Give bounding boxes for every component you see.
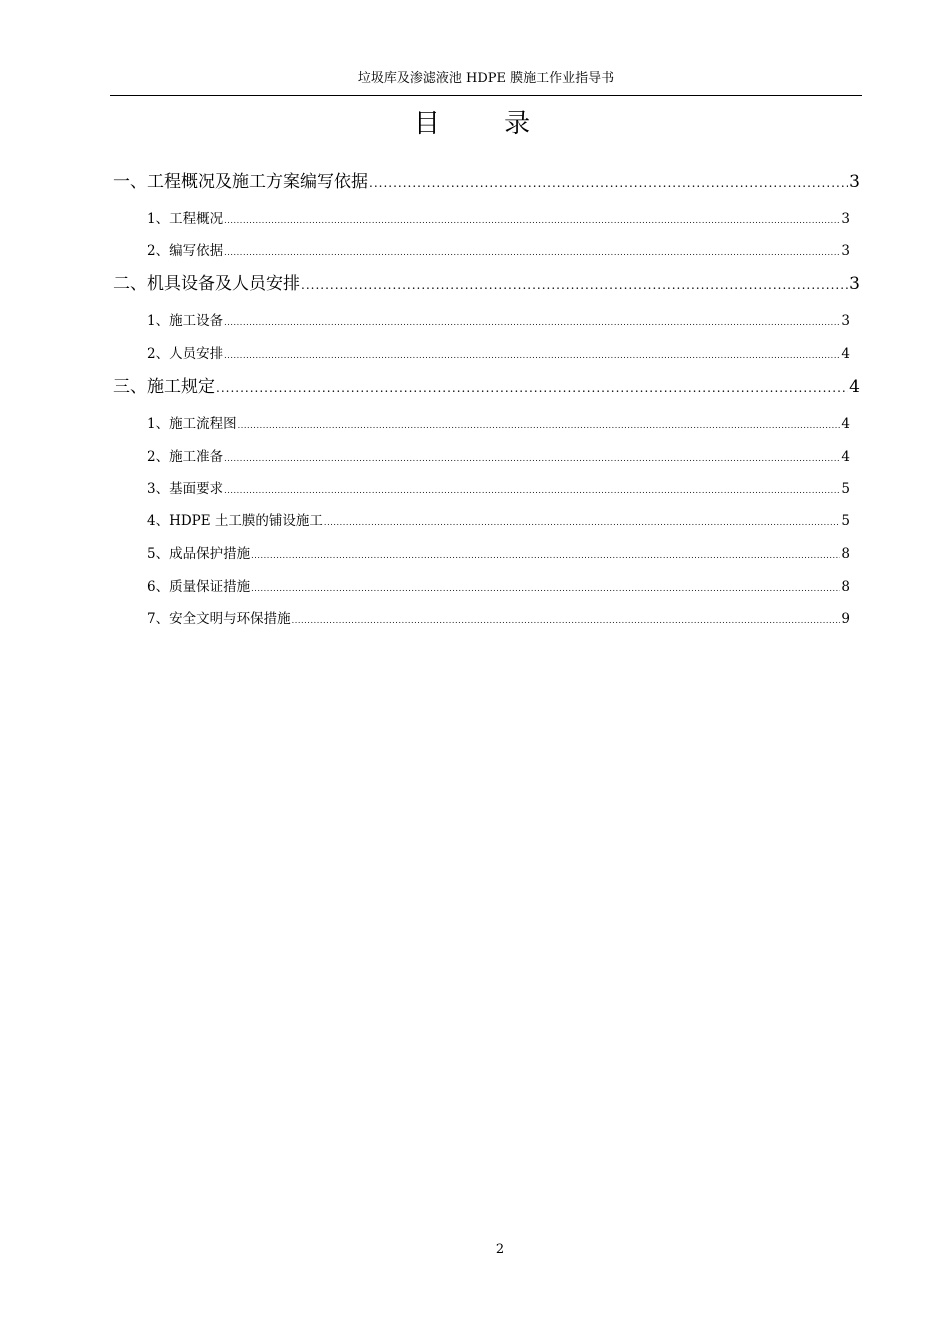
toc-leader xyxy=(369,171,848,195)
toc-entry-text: 2、施工准备 xyxy=(147,449,224,465)
header-rule xyxy=(110,95,862,96)
toc-leader xyxy=(224,211,840,231)
toc-entry-page: 4 xyxy=(849,377,860,397)
toc-entry[interactable] xyxy=(147,511,850,531)
toc-entry-text: 1、施工流程图 xyxy=(147,416,237,432)
running-header: 垃圾库及渗滤液池 HDPE 膜施工作业指导书 xyxy=(357,71,615,86)
toc-leader xyxy=(224,313,840,333)
toc-entry-text: 2、人员安排 xyxy=(147,346,224,362)
toc-entry-page: 8 xyxy=(841,546,850,562)
toc-leader xyxy=(251,579,840,599)
toc-entry-text: 1、施工设备 xyxy=(147,313,224,329)
toc-entry-page: 3 xyxy=(849,172,860,192)
toc-entry[interactable] xyxy=(147,577,850,597)
toc-leader xyxy=(224,243,840,263)
toc-leader xyxy=(224,449,840,469)
toc-entry[interactable] xyxy=(147,241,850,261)
toc-entry-page: 3 xyxy=(841,211,850,227)
toc-leader xyxy=(324,513,840,533)
toc-entry[interactable] xyxy=(147,479,850,499)
toc-leader xyxy=(224,346,840,366)
toc-entry-page: 8 xyxy=(841,579,850,595)
page-number: 2 xyxy=(495,1242,505,1257)
toc-entry-text: 6、质量保证措施 xyxy=(147,579,251,595)
toc-entry-text: 二、机具设备及人员安排 xyxy=(113,274,300,294)
toc-entry-page: 5 xyxy=(841,481,850,497)
toc-entry-page: 3 xyxy=(841,243,850,259)
toc-entry-text: 三、施工规定 xyxy=(113,377,215,397)
toc-entry[interactable] xyxy=(147,447,850,467)
toc-entry-page: 4 xyxy=(841,449,850,465)
toc-entry-text: 1、工程概况 xyxy=(147,211,224,227)
toc-entry[interactable] xyxy=(147,209,850,229)
toc-entry[interactable] xyxy=(147,609,850,629)
toc-entry[interactable] xyxy=(113,375,860,399)
toc-title: 目 录 xyxy=(413,109,559,139)
toc-entry-page: 3 xyxy=(841,313,850,329)
toc-leader xyxy=(292,611,841,631)
toc-entry-page: 4 xyxy=(841,416,850,432)
toc-entry-page: 3 xyxy=(849,274,860,294)
toc-entry-text: 5、成品保护措施 xyxy=(147,546,251,562)
toc-entry[interactable] xyxy=(147,344,850,364)
toc-entry[interactable] xyxy=(147,311,850,331)
toc-leader xyxy=(251,546,840,566)
toc-leader xyxy=(238,416,841,436)
toc-entry-text: 3、基面要求 xyxy=(147,481,224,497)
toc-entry[interactable] xyxy=(147,544,850,564)
toc-leader xyxy=(224,481,840,501)
toc-entry-text: 7、安全文明与环保措施 xyxy=(147,611,291,627)
toc-entry[interactable] xyxy=(113,170,860,194)
toc-leader xyxy=(216,376,848,400)
toc-entry-text: 一、工程概况及施工方案编写依据 xyxy=(113,172,368,192)
toc-leader xyxy=(301,273,848,297)
toc-entry-text: 2、编写依据 xyxy=(147,243,224,259)
toc-entry-page: 4 xyxy=(841,346,850,362)
toc-entry-page: 5 xyxy=(841,513,850,529)
toc-entry[interactable] xyxy=(147,414,850,434)
toc-entry[interactable] xyxy=(113,272,860,296)
toc-entry-page: 9 xyxy=(841,611,850,627)
toc-entry-text: 4、HDPE 土工膜的铺设施工 xyxy=(147,513,323,529)
